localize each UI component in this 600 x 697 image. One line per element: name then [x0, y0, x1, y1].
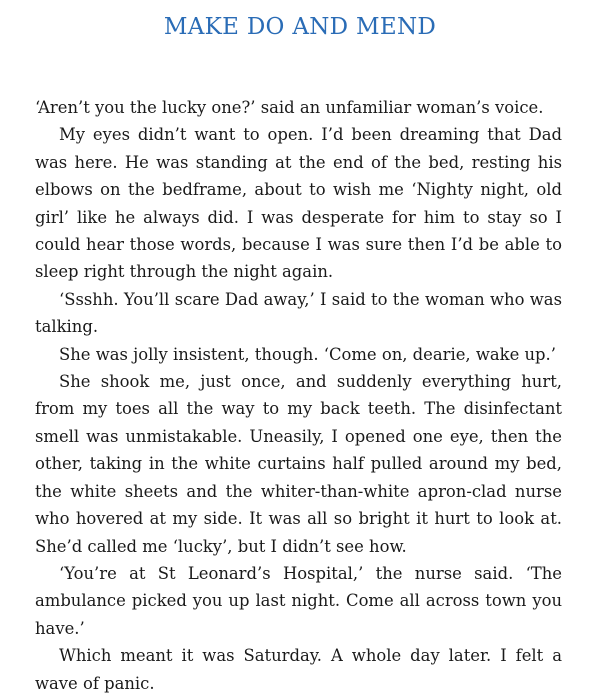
chapter-body	[35, 94, 562, 697]
paragraph: She shook me, just once, and suddenly everything hurt, from my toes all the way to my back teeth. The disinfectant smell was unmistakable. Uneasily, I opened one eye, then the other, taking in the white curtains half pulled around my bed, the white sheets and the whiter-than-white apron-clad nurse who hovered at my side. It was all so bright it hurt to look at. She’d called me ‘lucky’, but I didn’t see how.	[35, 372, 562, 556]
paragraph: ‘Ssshh. You’ll scare Dad away,’ I said to the woman who was talking.	[35, 289, 562, 337]
chapter-title: MAKE DO AND MEND	[163, 14, 437, 40]
paragraph: ‘Aren’t you the lucky one?’ said an unfamiliar woman’s voice.	[35, 98, 544, 117]
paragraph: ‘You’re at St Leonard’s Hospital,’ the nurse said. ‘The ambulance picked you up last night. Come all across town you have.’	[35, 563, 562, 638]
paragraph: Which meant it was Saturday. A whole day later. I felt a wave of panic.	[35, 646, 562, 693]
paragraph: She was jolly insistent, though. ‘Come on, dearie, wake up.’	[59, 344, 556, 364]
paragraph: My eyes didn’t want to open. I’d been dreaming that Dad was here. He was standing at the end of the bed, resting his elbows on the bedframe, about to wish me ‘Nighty night, old girl’ like he always did. I was desperate for him to stay so I could hear those words, because I was sure then I’d be able to sleep right through the night again.	[35, 125, 562, 282]
